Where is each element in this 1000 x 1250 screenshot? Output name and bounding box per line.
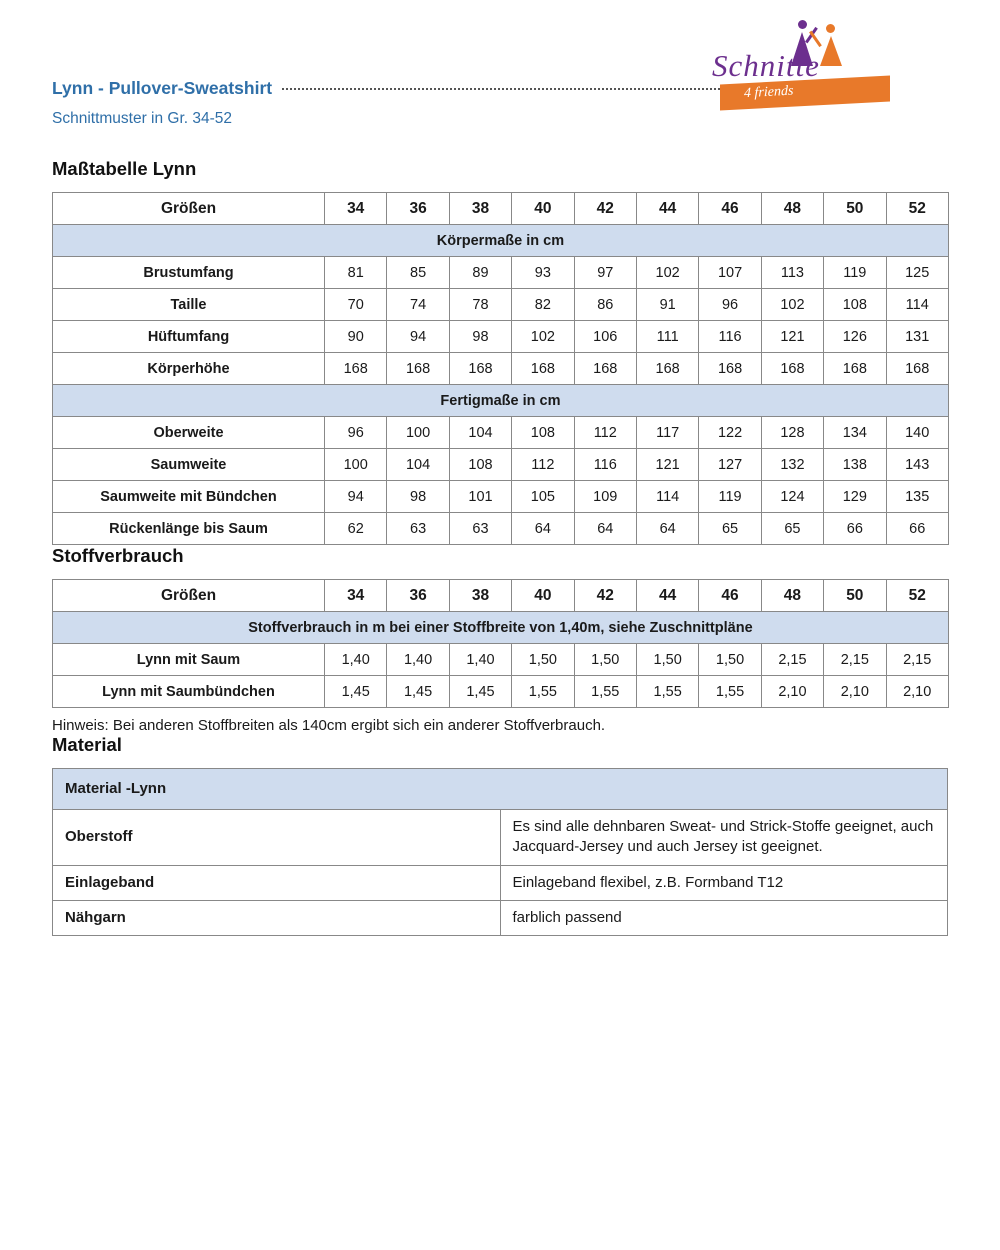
measurements-row-label: Brustumfang: [53, 257, 325, 289]
measurements-size-header: 40: [512, 193, 574, 225]
material-header-label: Material -Lynn: [53, 769, 948, 810]
measurements-cell: 134: [824, 417, 886, 449]
fabric-size-header: 52: [886, 580, 948, 612]
fabric-cell: 2,15: [761, 644, 823, 676]
measurements-body-band-row: [53, 225, 949, 257]
measurements-row-label: Taille: [53, 289, 325, 321]
measurements-size-header: 34: [325, 193, 387, 225]
measurements-cell: 65: [699, 513, 761, 545]
measurements-size-header: 50: [824, 193, 886, 225]
measurements-cell: 113: [761, 257, 823, 289]
measurements-size-header: 44: [636, 193, 698, 225]
measurements-cell: 168: [636, 353, 698, 385]
fabric-cell: 1,50: [512, 644, 574, 676]
fabric-consumption-table: [52, 579, 949, 708]
fabric-cell: 1,50: [636, 644, 698, 676]
logo-wordmark: Schnitte: [712, 48, 820, 83]
material-header-row: [53, 769, 948, 810]
fabric-cell: 2,10: [824, 676, 886, 708]
table-row: [53, 257, 949, 289]
measurements-cell: 168: [449, 353, 511, 385]
measurements-cell: 78: [449, 289, 511, 321]
material-table: [52, 768, 948, 936]
table-row: [53, 900, 948, 935]
measurements-cell: 105: [512, 481, 574, 513]
measurements-cell: 168: [886, 353, 948, 385]
measurements-cell: 129: [824, 481, 886, 513]
measurements-cell: 125: [886, 257, 948, 289]
fabric-cell: 1,55: [512, 676, 574, 708]
measurements-cell: 81: [325, 257, 387, 289]
measurements-finished-band-row: [53, 385, 949, 417]
measurements-size-header: 52: [886, 193, 948, 225]
fabric-size-header: 46: [699, 580, 761, 612]
measurements-row-label: Körperhöhe: [53, 353, 325, 385]
material-row-key: Oberstoff: [53, 810, 501, 866]
measurements-cell: 140: [886, 417, 948, 449]
fabric-size-header: 40: [512, 580, 574, 612]
material-row-value: farblich passend: [500, 900, 948, 935]
measurements-cell: 90: [325, 321, 387, 353]
measurements-cell: 131: [886, 321, 948, 353]
measurements-cell: 94: [387, 321, 449, 353]
fabric-header-label: Größen: [53, 580, 325, 612]
measurements-header-row: [53, 193, 949, 225]
measurements-body-band-label: Körpermaße in cm: [53, 225, 949, 257]
measurements-cell: 64: [512, 513, 574, 545]
measurements-cell: 108: [824, 289, 886, 321]
fabric-header-row: [53, 580, 949, 612]
measurements-cell: 124: [761, 481, 823, 513]
measurements-cell: 104: [449, 417, 511, 449]
table-row: [53, 644, 949, 676]
measurements-cell: 126: [824, 321, 886, 353]
table-row: [53, 321, 949, 353]
measurements-cell: 143: [886, 449, 948, 481]
measurements-row-label: Saumweite: [53, 449, 325, 481]
fabric-cell: 2,10: [886, 676, 948, 708]
measurements-cell: 64: [636, 513, 698, 545]
fabric-cell: 1,45: [449, 676, 511, 708]
fabric-band-row: [53, 612, 949, 644]
table-row: [53, 513, 949, 545]
measurements-size-header: 46: [699, 193, 761, 225]
measurements-row-label: Oberweite: [53, 417, 325, 449]
measurements-cell: 112: [574, 417, 636, 449]
fabric-cell: 1,40: [387, 644, 449, 676]
measurements-cell: 63: [449, 513, 511, 545]
measurements-cell: 63: [387, 513, 449, 545]
measurements-cell: 135: [886, 481, 948, 513]
page-subtitle: Schnittmuster in Gr. 34-52: [52, 110, 233, 127]
measurements-row-label: Rückenlänge bis Saum: [53, 513, 325, 545]
fabric-cell: 1,50: [574, 644, 636, 676]
measurements-cell: 85: [387, 257, 449, 289]
measurements-cell: 98: [449, 321, 511, 353]
measurements-cell: 119: [824, 257, 886, 289]
measurements-cell: 168: [387, 353, 449, 385]
measurements-cell: 64: [574, 513, 636, 545]
table-row: [53, 289, 949, 321]
measurements-cell: 121: [636, 449, 698, 481]
measurements-size-header: 38: [449, 193, 511, 225]
measurements-cell: 132: [761, 449, 823, 481]
fabric-cell: 1,45: [325, 676, 387, 708]
material-row-value: Es sind alle dehnbaren Sweat- und Strick-Stoffe geeignet, auch Jacquard-Jersey und auch Jersey ist geeignet.: [500, 810, 948, 866]
measurements-cell: 100: [325, 449, 387, 481]
measurements-size-header: 48: [761, 193, 823, 225]
fabric-row-label: Lynn mit Saumbündchen: [53, 676, 325, 708]
measurements-cell: 65: [761, 513, 823, 545]
measurements-cell: 168: [699, 353, 761, 385]
measurements-cell: 86: [574, 289, 636, 321]
measurements-cell: 91: [636, 289, 698, 321]
measurements-cell: 108: [512, 417, 574, 449]
document-header: [52, 0, 948, 158]
measurements-cell: 109: [574, 481, 636, 513]
fabric-size-header: 44: [636, 580, 698, 612]
measurements-cell: 66: [824, 513, 886, 545]
page-title: Lynn - Pullover-Sweatshirt: [52, 78, 273, 98]
measurements-cell: 98: [387, 481, 449, 513]
measurements-finished-band-label: Fertigmaße in cm: [53, 385, 949, 417]
measurements-cell: 74: [387, 289, 449, 321]
fabric-cell: 2,15: [886, 644, 948, 676]
measurements-cell: 168: [761, 353, 823, 385]
brand-logo: [706, 18, 896, 114]
material-row-key: Einlageband: [53, 865, 501, 900]
fabric-size-header: 34: [325, 580, 387, 612]
material-row-value: Einlageband flexibel, z.B. Formband T12: [500, 865, 948, 900]
section-title-stoffverbrauch: Stoffverbrauch: [52, 545, 184, 566]
measurements-size-header: 42: [574, 193, 636, 225]
measurements-cell: 122: [699, 417, 761, 449]
measurements-table: [52, 192, 949, 545]
title-dotted-rule: [282, 88, 764, 90]
measurements-cell: 168: [574, 353, 636, 385]
measurements-cell: 97: [574, 257, 636, 289]
measurements-cell: 168: [325, 353, 387, 385]
measurements-header-label: Größen: [53, 193, 325, 225]
measurements-cell: 106: [574, 321, 636, 353]
fabric-cell: 1,55: [574, 676, 636, 708]
section-title-masstabelle: Maßtabelle Lynn: [52, 158, 197, 179]
measurements-size-header: 36: [387, 193, 449, 225]
measurements-cell: 102: [512, 321, 574, 353]
measurements-cell: 108: [449, 449, 511, 481]
measurements-cell: 114: [636, 481, 698, 513]
fabric-size-header: 50: [824, 580, 886, 612]
measurements-cell: 96: [699, 289, 761, 321]
measurements-cell: 116: [574, 449, 636, 481]
table-row: [53, 481, 949, 513]
measurements-cell: 111: [636, 321, 698, 353]
measurements-cell: 127: [699, 449, 761, 481]
fabric-band-label: Stoffverbrauch in m bei einer Stoffbreite von 1,40m, siehe Zuschnittpläne: [53, 612, 949, 644]
measurements-cell: 100: [387, 417, 449, 449]
fabric-size-header: 36: [387, 580, 449, 612]
table-row: [53, 810, 948, 866]
measurements-cell: 116: [699, 321, 761, 353]
fabric-size-header: 48: [761, 580, 823, 612]
table-row: [53, 417, 949, 449]
measurements-cell: 102: [761, 289, 823, 321]
measurements-cell: 94: [325, 481, 387, 513]
measurements-row-label: Hüftumfang: [53, 321, 325, 353]
measurements-cell: 66: [886, 513, 948, 545]
measurements-cell: 93: [512, 257, 574, 289]
measurements-cell: 168: [512, 353, 574, 385]
measurements-cell: 121: [761, 321, 823, 353]
table-row: [53, 676, 949, 708]
table-row: [53, 449, 949, 481]
material-row-key: Nähgarn: [53, 900, 501, 935]
measurements-cell: 117: [636, 417, 698, 449]
measurements-cell: 101: [449, 481, 511, 513]
measurements-cell: 82: [512, 289, 574, 321]
measurements-cell: 89: [449, 257, 511, 289]
measurements-cell: 102: [636, 257, 698, 289]
fabric-cell: 2,10: [761, 676, 823, 708]
table-row: [53, 865, 948, 900]
measurements-cell: 168: [824, 353, 886, 385]
fabric-cell: 1,55: [699, 676, 761, 708]
measurements-cell: 62: [325, 513, 387, 545]
fabric-cell: 1,40: [325, 644, 387, 676]
fabric-size-header: 42: [574, 580, 636, 612]
fabric-cell: 1,55: [636, 676, 698, 708]
measurements-cell: 96: [325, 417, 387, 449]
fabric-cell: 1,50: [699, 644, 761, 676]
fabric-cell: 2,15: [824, 644, 886, 676]
fabric-note: Hinweis: Bei anderen Stoffbreiten als 140cm ergibt sich ein anderer Stoffverbrauch.: [52, 717, 606, 734]
measurements-cell: 112: [512, 449, 574, 481]
measurements-cell: 70: [325, 289, 387, 321]
fabric-row-label: Lynn mit Saum: [53, 644, 325, 676]
measurements-cell: 138: [824, 449, 886, 481]
measurements-cell: 114: [886, 289, 948, 321]
measurements-cell: 107: [699, 257, 761, 289]
fabric-cell: 1,40: [449, 644, 511, 676]
logo-banner-label: 4 friends: [744, 83, 794, 102]
fabric-size-header: 38: [449, 580, 511, 612]
table-row: [53, 353, 949, 385]
title-row: [52, 78, 764, 99]
measurements-cell: 104: [387, 449, 449, 481]
fabric-cell: 1,45: [387, 676, 449, 708]
measurements-cell: 128: [761, 417, 823, 449]
measurements-row-label: Saumweite mit Bündchen: [53, 481, 325, 513]
section-title-material: Material: [52, 734, 122, 755]
measurements-cell: 119: [699, 481, 761, 513]
